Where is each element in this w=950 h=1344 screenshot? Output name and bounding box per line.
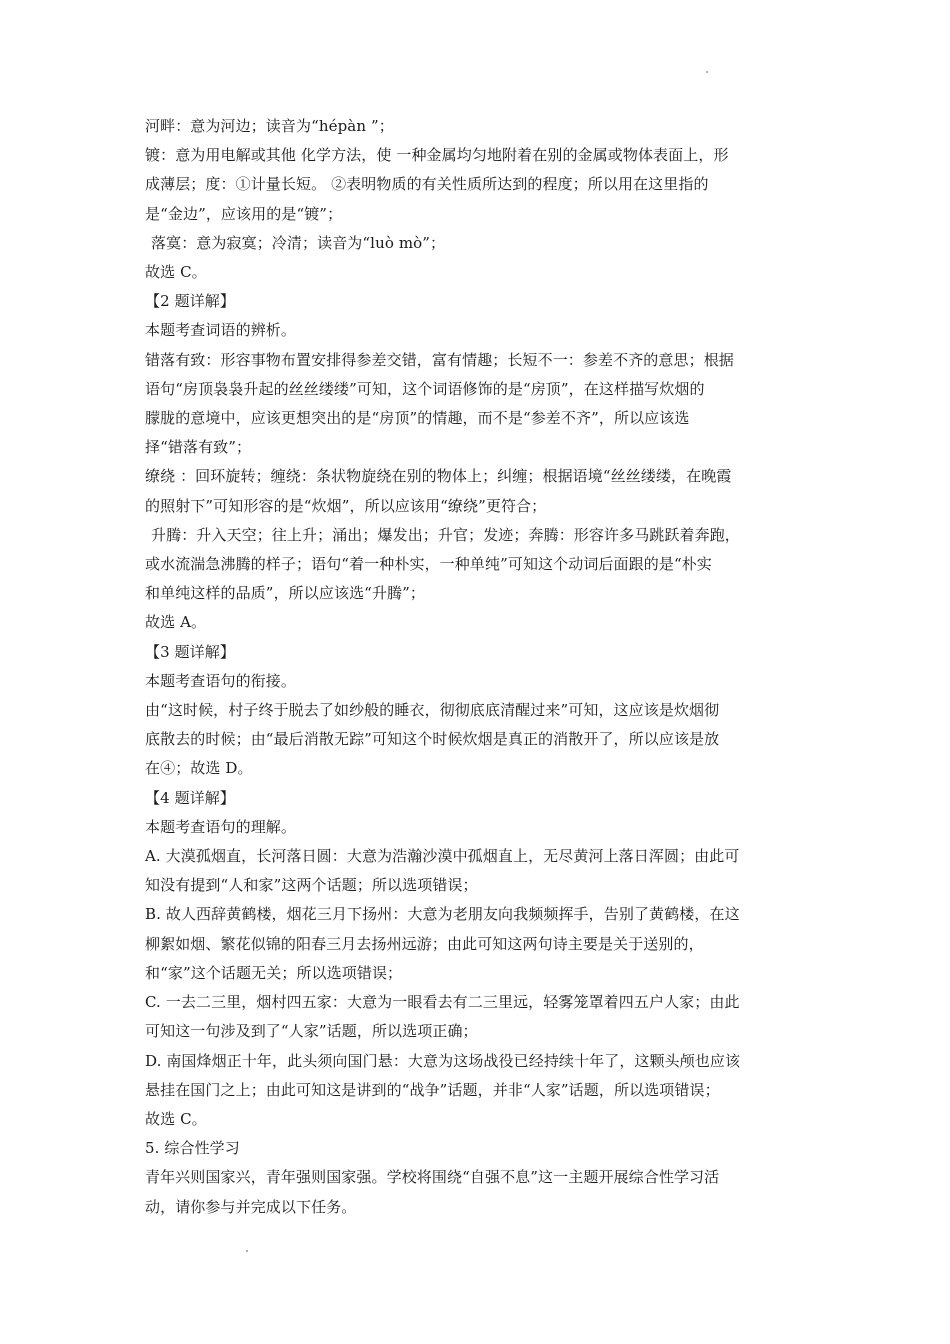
text-line: 朦胧的意境中，应该更想突出的是“房顶”的情趣，而不是“参差不齐”，所以应该选	[145, 409, 690, 428]
text-line: 错落有致：形容事物布置安排得参差交错，富有情趣；长短不一：参差不齐的意思；根据	[145, 350, 734, 369]
text-line: 或水流湍急沸腾的样子；语句“着一种朴实，一种单纯”可知这个动词后面跟的是“朴实	[145, 555, 712, 574]
text-line: 青年兴则国家兴，青年强则国家强。学校将围绕“自强不息”这一主题开展综合性学习活	[145, 1168, 720, 1187]
text-line: 故选 C。	[145, 1109, 207, 1128]
text-line: 柳絮如烟、繁花似锦的阳春三月去扬州远游；由此可知这两句诗主要是关于送别的，	[145, 934, 704, 953]
text-line: 故选 A。	[145, 613, 207, 632]
text-line: 升腾：升入天空；往上升；涌出；爆发出；升官；发迹；奔腾：形容许多马跳跃着奔跑，	[151, 525, 740, 544]
text-line: 缭绕 ：回环旋转；缠绕：条状物旋绕在别的物体上；纠缠；根据语境“丝丝缕缕，在晚霞	[145, 467, 732, 486]
text-line: 底散去的时候；由“最后消散无踪”可知这个时候炊烟是真正的消散开了，所以应该是放	[145, 730, 720, 749]
text-line: 本题考查语句的衔接。	[145, 671, 297, 690]
text-line: C. 一去二三里，烟村四五家：大意为一眼看去有二三里远，轻雾笼罩着四五户人家；由此	[145, 993, 740, 1012]
text-line: 由“这时候，村子终于脱去了如纱般的睡衣，彻彻底底清醒过来”可知，这应该是炊烟彻	[145, 701, 720, 720]
text-line: 在④；故选 D。	[145, 759, 253, 778]
text-line: 落寞：意为寂寞；冷清；读音为“luò mò”；	[151, 233, 446, 252]
text-line: B. 故人西辞黄鹤楼，烟花三月下扬州：大意为老朋友向我频频挥手，告别了黄鹤楼，在这	[145, 905, 740, 924]
text-line: 知没有提到“人和家”这两个话题；所以选项错误；	[145, 876, 478, 895]
document-body	[145, 112, 810, 1222]
text-line: 镀：意为用电解或其他 化学方法，使 一种金属均匀地附着在别的金属或物体表面上，形	[145, 146, 729, 165]
text-line: 河畔：意为河边；读音为“hépàn ”；	[145, 117, 394, 135]
text-line: 故选 C。	[145, 263, 207, 282]
text-line: A. 大漠孤烟直，长河落日圆：大意为浩瀚沙漠中孤烟直上，无尽黄河上落日浑圆；由此可	[145, 847, 740, 866]
text-line: 动，请你参与并完成以下任务。	[145, 1197, 357, 1216]
corner-mark	[706, 71, 708, 73]
text-line: 是“金边”，应该用的是“镀”；	[145, 204, 343, 223]
text-line: 悬挂在国门之上；由此可知这是讲到的“战争”话题，并非“人家”话题，所以选项错误；	[145, 1080, 720, 1099]
text-line: 本题考查词语的辨析。	[145, 321, 297, 340]
section-heading: 【3 题详解】	[145, 642, 236, 661]
section-heading: 【4 题详解】	[145, 788, 236, 807]
text-line: D. 南国烽烟正十年，此头须向国门悬：大意为这场战役已经持续十年了，这颗头颅也应该	[145, 1051, 741, 1070]
text-line: 成薄层；度：①计量长短。 ②表明物质的有关性质所达到的程度；所以用在这里指的	[145, 175, 709, 194]
section-heading: 5. 综合性学习	[145, 1139, 240, 1158]
text-line: 和单纯这样的品质”，所以应该选“升腾”；	[145, 584, 426, 603]
text-line: 本题考查语句的理解。	[145, 817, 297, 836]
text-line: 语句“房顶袅袅升起的丝丝缕缕”可知，这个词语修饰的是“房顶”，在这样描写炊烟的	[145, 379, 705, 398]
text-line: 择“错落有致”；	[145, 438, 252, 457]
section-heading: 【2 题详解】	[145, 292, 236, 311]
corner-mark	[246, 1250, 248, 1252]
text-line: 和“家”这个话题无关；所以选项错误；	[145, 963, 403, 982]
text-line: 可知这一句涉及到了“人家”话题，所以选项正确；	[145, 1022, 478, 1041]
text-line: 的照射下”可知形容的是“炊烟”，所以应该用“缭绕”更符合；	[145, 496, 547, 515]
